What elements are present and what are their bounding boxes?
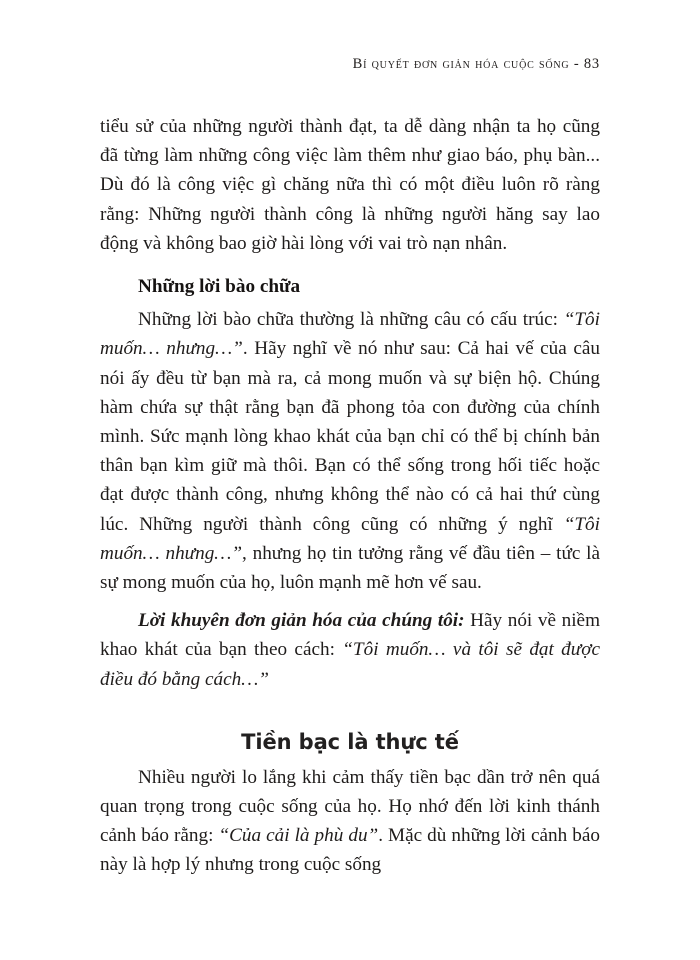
paragraph-excuses-text-3: , nhưng họ tin tưởng rằng vế đầu tiên – tức là sự mong muốn của họ, luôn mạnh mẽ hơn vế sau. [100, 542, 600, 594]
paragraph-money-text-1: Nhiều người lo lắng khi cảm thấy tiền bạc dần trở nên quá quan trọng trong cuộc sống của họ. Họ nhớ đến lời kinh thánh cảnh báo rằng: [100, 766, 600, 847]
paragraph-money-text-2: . Mặc dù những lời cảnh báo này là hợp lý nhưng trong cuộc sống [100, 825, 600, 876]
paragraph-excuses [100, 305, 600, 597]
paragraph-money [100, 763, 600, 880]
section-heading-tien-bac-la-thuc-te: Tiền bạc là thực tế [241, 729, 459, 754]
paragraph-spacer [100, 597, 600, 606]
advice-lead-in: Lời khuyên đơn giản hóa của chúng tôi: [138, 610, 465, 632]
paragraph-excuses-text-1: Những lời bào chữa thường là những câu có cấu trúc: [138, 309, 564, 331]
quote-toi-muon-nhung-2: “Tôi muốn… nhưng…” [100, 513, 600, 564]
quote-toi-muon-va-toi-se: “Tôi muốn… và tôi sẽ đạt được điều đó bằng cách…” [100, 639, 600, 690]
paragraph-continued: tiểu sử của những người thành đạt, ta dễ dàng nhận ta họ cũng đã từng làm những công việc làm thêm như giao báo, phụ bàn... Dù đó là công việc gì chăng nữa thì có một điều luôn rõ ràng rằng: Những người thành công là những người hăng say lao động và không bao giờ hài lòng với vai trò nạn nhân. [100, 116, 600, 254]
text-block [100, 112, 600, 880]
quote-toi-muon-nhung-1: “Tôi muốn… nhưng…” [100, 309, 600, 360]
paragraph-advice-text-1: Hãy nói về niềm khao khát của bạn theo cách: [100, 610, 600, 661]
paragraph-advice [100, 606, 600, 694]
subheading-nhung-loi-bao-chua: Những lời bào chữa [138, 276, 301, 298]
paragraph-excuses-text-2: . Hãy nghĩ về nó như sau: Cả hai vế của câu nói ấy đều từ bạn mà ra, cả mong muốn và sự biện hộ. Chúng hàm chứa sự thật rằng bạn đã phong tỏa con đường của chính mình. Sức mạnh lòng khao khát của bạn chỉ có thể bị chính bản thân bạn kìm giữ mà thôi. Bạn có thể sống trong hối tiếc hoặc đạt được thành công, nhưng không thể nào có cả hai thứ cùng lúc. Những người thành công cũng có những ý nghĩ [100, 338, 600, 535]
running-head: Bí quyết đơn giản hóa cuộc sống - 83 [352, 56, 600, 72]
quote-cua-cai-la-phu-du: “Của cải là phù du” [218, 825, 379, 847]
